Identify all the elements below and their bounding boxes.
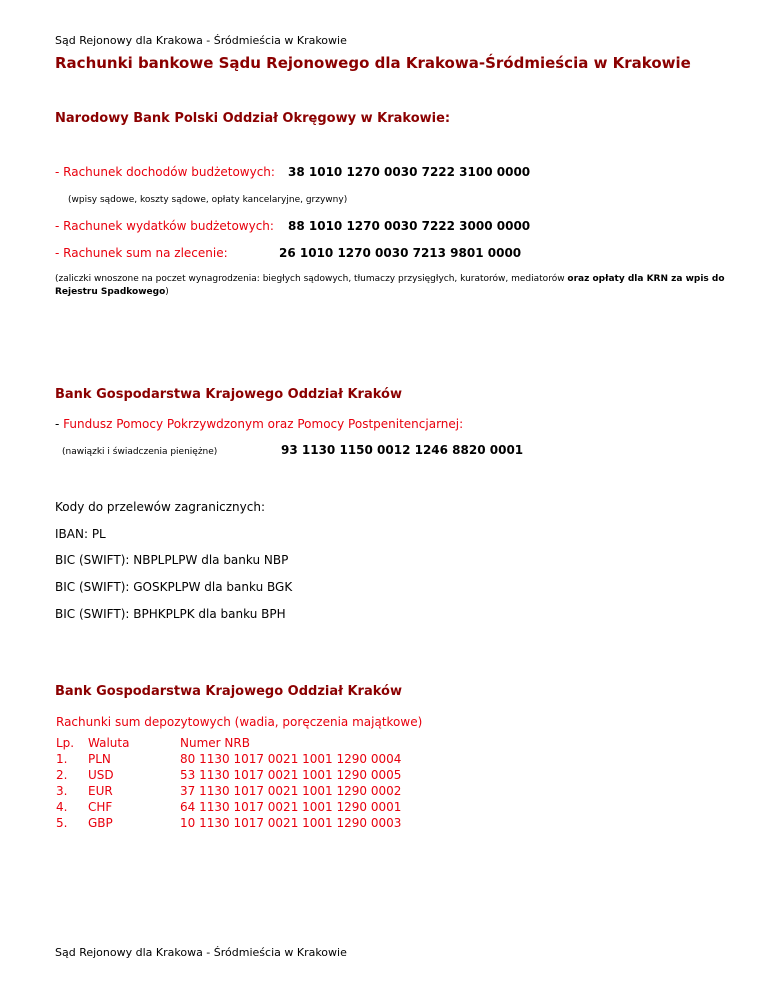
- bgk-deposit-heading: Bank Gospodarstwa Krajowego Oddział Kraków: [55, 684, 402, 699]
- fund-dash: -: [55, 417, 64, 431]
- row-lp: 1.: [56, 752, 68, 766]
- row-currency: PLN: [88, 752, 111, 766]
- commission-note-plain: (zaliczki wnoszone na poczet wynagrodzenia: biegłych sądowych, tłumaczy przysięgłych, kuratorów, mediatorów: [55, 274, 568, 284]
- bic-bph: BIC (SWIFT): BPHKPLPK dla banku BPH: [55, 607, 286, 621]
- table-row: [56, 799, 416, 815]
- deposit-table-header: [56, 735, 416, 751]
- income-account-label: - Rachunek dochodów budżetowych:: [55, 165, 275, 179]
- table-row: [56, 815, 416, 831]
- table-row: [56, 783, 416, 799]
- commission-note-close: ): [165, 287, 169, 297]
- page-header: Sąd Rejonowy dla Krakowa - Śródmieścia w Krakowie: [55, 34, 347, 47]
- row-lp: 5.: [56, 816, 68, 830]
- col-nrb: Numer NRB: [180, 736, 250, 750]
- nbp-heading: Narodowy Bank Polski Oddział Okręgowy w Krakowie:: [55, 111, 451, 126]
- row-currency: GBP: [88, 816, 113, 830]
- row-nrb: 37 1130 1017 0021 1001 1290 0002: [180, 784, 402, 798]
- page-footer: Sąd Rejonowy dla Krakowa - Śródmieścia w Krakowie: [55, 946, 347, 959]
- bic-nbp: BIC (SWIFT): NBPLPLPW dla banku NBP: [55, 553, 289, 567]
- foreign-codes-heading: Kody do przelewów zagranicznych:: [55, 500, 265, 514]
- income-account-note: (wpisy sądowe, koszty sądowe, opłaty kancelaryjne, grzywny): [68, 195, 348, 205]
- bgk-heading: Bank Gospodarstwa Krajowego Oddział Kraków: [55, 387, 402, 402]
- fund-label-text: Fundusz Pomocy Pokrzywdzonym oraz Pomocy Postpenitencjarnej:: [63, 417, 464, 431]
- row-nrb: 80 1130 1017 0021 1001 1290 0004: [180, 752, 402, 766]
- row-nrb: 10 1130 1017 0021 1001 1290 0003: [180, 816, 402, 830]
- col-lp: Lp.: [56, 736, 75, 750]
- row-nrb: 64 1130 1017 0021 1001 1290 0001: [180, 800, 402, 814]
- fund-account-label: [55, 417, 463, 431]
- table-row: [56, 751, 416, 767]
- expense-account-number: 88 1010 1270 0030 7222 3000 0000: [288, 219, 531, 233]
- col-currency: Waluta: [88, 736, 130, 750]
- commission-note-bold: oraz opłaty dla KRN za wpis do: [567, 274, 725, 284]
- fund-account-number: 93 1130 1150 0012 1246 8820 0001: [281, 443, 524, 457]
- deposit-accounts-table: [56, 735, 416, 831]
- row-lp: 2.: [56, 768, 68, 782]
- page-title: Rachunki bankowe Sądu Rejonowego dla Krakowa-Śródmieścia w Krakowie: [55, 54, 691, 72]
- iban-code: IBAN: PL: [55, 527, 106, 541]
- commission-account-number: 26 1010 1270 0030 7213 9801 0000: [279, 246, 522, 260]
- row-nrb: 53 1130 1017 0021 1001 1290 0005: [180, 768, 402, 782]
- deposit-subheading: Rachunki sum depozytowych (wadia, poręczenia majątkowe): [56, 715, 423, 729]
- commission-account-label: - Rachunek sum na zlecenie:: [55, 246, 228, 260]
- commission-note-bold-2: Rejestru Spadkowego: [55, 287, 166, 297]
- fund-account-note: (nawiązki i świadczenia pieniężne): [62, 447, 218, 457]
- row-lp: 3.: [56, 784, 68, 798]
- expense-account-label: - Rachunek wydatków budżetowych:: [55, 219, 274, 233]
- commission-account-note: [55, 273, 735, 299]
- row-currency: EUR: [88, 784, 113, 798]
- row-currency: CHF: [88, 800, 113, 814]
- row-lp: 4.: [56, 800, 68, 814]
- table-row: [56, 767, 416, 783]
- bic-bgk: BIC (SWIFT): GOSKPLPW dla banku BGK: [55, 580, 293, 594]
- income-account-number: 38 1010 1270 0030 7222 3100 0000: [288, 165, 531, 179]
- row-currency: USD: [88, 768, 114, 782]
